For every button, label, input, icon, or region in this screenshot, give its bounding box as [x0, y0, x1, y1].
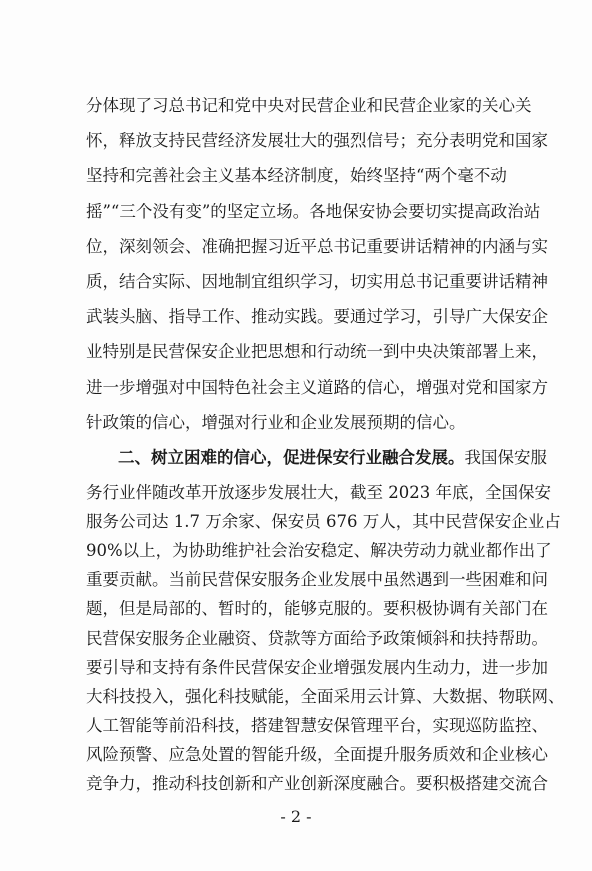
text-line: 题，但是局部的、暂时的，能够克服的。要积极协调有关部门在 — [86, 599, 548, 619]
text-line: 坚持和完善社会主义基本经济制度，始终坚持“两个毫不动 — [86, 166, 507, 186]
text-line: 竞争力，推动科技创新和产业创新深度融合。要积极搭建交流合 — [86, 773, 548, 793]
text-line: 大科技投入，强化科技赋能，全面采用云计算、大数据、物联网、 — [86, 686, 565, 706]
section-heading-line — [118, 445, 547, 471]
text-line: 风险预警、应急处置的智能升级，全面提升服务质效和企业核心 — [86, 744, 548, 764]
page-number: - 2 - — [280, 807, 312, 826]
text-line: 民营保安服务企业融资、贷款等方面给予政策倾斜和扶持帮助。 — [86, 628, 548, 648]
section-heading: 二、树立困难的信心，促进保安行业融合发展。 — [118, 448, 465, 467]
text-line: 业特别是民营保安企业把思想和行动统一到中央决策部署上来， — [86, 342, 548, 362]
text-line: 质，结合实际、因地制宜组织学习，切实用总书记重要讲话精神 — [86, 272, 548, 291]
text-line: 服务公司达 1.7 万余家、保安员 676 万人，其中民营保安企业占 — [86, 512, 561, 532]
text-line: 人工智能等前沿科技，搭建智慧安保管理平台，实现巡防监控、 — [86, 715, 548, 735]
text-line: 90%以上，为协助维护社会治安稳定、解决劳动力就业都作出了 — [86, 541, 552, 561]
text-line: 武装头脑、指导工作、推动实践。要通过学习，引导广大保安企 — [86, 307, 548, 327]
text-line: 进一步增强对中国特色社会主义道路的信心，增强对党和国家方 — [86, 377, 548, 397]
text-line-rest: 我国保安服 — [464, 448, 547, 467]
text-line: 务行业伴随改革开放逐步发展壮大，截至 2023 年底，全国保安 — [86, 483, 551, 503]
text-line: 针政策的信心，增强对行业和企业发展预期的信心。 — [86, 412, 466, 432]
text-line: 要引导和支持有条件民营保安企业增强发展内生动力，进一步加 — [86, 657, 548, 677]
text-line: 分体现了习总书记和党中央对民营企业和民营企业家的关心关 — [86, 96, 532, 115]
text-line: 怀，释放支持民营经济发展壮大的强烈信号；充分表明党和国家 — [86, 131, 548, 151]
text-line: 摇”“三个没有变”的坚定立场。各地保安协会要切实提高政治站 — [86, 201, 541, 221]
text-line: 重要贡献。当前民营保安服务企业发展中虽然遇到一些困难和问 — [86, 570, 548, 590]
text-line: 位，深刻领会、准确把握习近平总书记重要讲话精神的内涵与实 — [86, 236, 548, 256]
